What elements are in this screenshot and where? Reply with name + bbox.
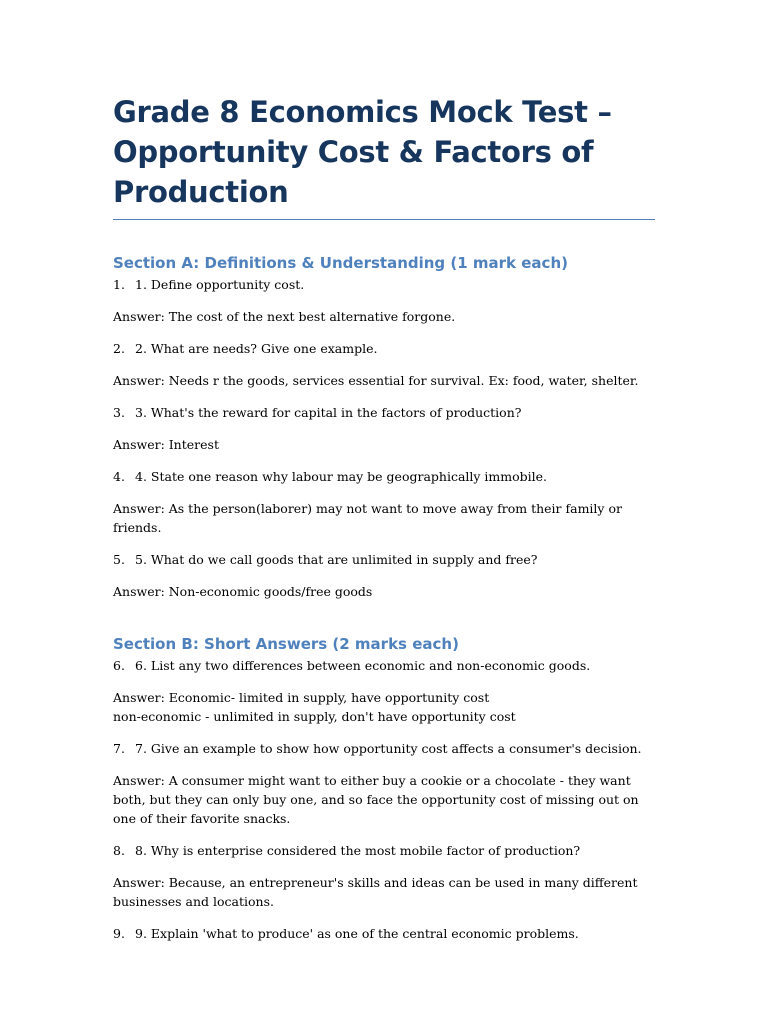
question-item bbox=[113, 275, 655, 326]
question bbox=[113, 339, 655, 358]
answer-text: Answer: Needs r the goods, services essential for survival. Ex: food, water, shelter. bbox=[113, 373, 639, 388]
question-text: 1. Define opportunity cost. bbox=[135, 277, 305, 292]
question-number: 4. bbox=[113, 469, 125, 484]
question-text: 2. What are needs? Give one example. bbox=[135, 341, 378, 356]
question-item bbox=[113, 656, 655, 726]
question bbox=[113, 841, 655, 860]
question bbox=[113, 275, 655, 294]
question-item bbox=[113, 739, 655, 828]
answer-text: Answer: As the person(laborer) may not want to move away from their family or friends. bbox=[113, 501, 622, 535]
answer-text: Answer: Interest bbox=[113, 437, 219, 452]
section-b-heading: Section B: Short Answers (2 marks each) bbox=[113, 635, 459, 653]
question-number: 2. bbox=[113, 341, 125, 356]
question bbox=[113, 739, 655, 758]
question-item bbox=[113, 403, 655, 454]
document-page bbox=[113, 92, 655, 943]
question-item bbox=[113, 841, 655, 911]
answer-text: Answer: Non-economic goods/free goods bbox=[113, 584, 373, 599]
question-text: 9. Explain 'what to produce' as one of the central economic problems. bbox=[135, 926, 579, 941]
question-number: 7. bbox=[113, 741, 125, 756]
answer bbox=[113, 688, 655, 726]
answer bbox=[113, 435, 655, 454]
question-number: 3. bbox=[113, 405, 125, 420]
question-number: 1. bbox=[113, 277, 125, 292]
answer bbox=[113, 771, 655, 828]
question bbox=[113, 403, 655, 422]
answer-text: Answer: Economic- limited in supply, have opportunity cost bbox=[113, 690, 490, 705]
answer-text: Answer: The cost of the next best alternative forgone. bbox=[113, 309, 456, 324]
question-number: 8. bbox=[113, 843, 125, 858]
answer bbox=[113, 499, 655, 537]
question-text: 5. What do we call goods that are unlimited in supply and free? bbox=[135, 552, 538, 567]
question bbox=[113, 550, 655, 569]
answer bbox=[113, 371, 655, 390]
answer bbox=[113, 582, 655, 601]
section-a-list bbox=[113, 275, 655, 601]
question-number: 9. bbox=[113, 926, 125, 941]
document-title: Grade 8 Economics Mock Test – Opportunity Cost & Factors of Production bbox=[113, 92, 655, 220]
question-item bbox=[113, 339, 655, 390]
answer bbox=[113, 307, 655, 326]
section-a-heading: Section A: Definitions & Understanding (1 mark each) bbox=[113, 254, 568, 272]
question-item bbox=[113, 924, 655, 943]
answer bbox=[113, 873, 655, 911]
question-text: 7. Give an example to show how opportunity cost affects a consumer's decision. bbox=[135, 741, 642, 756]
question-text: 6. List any two differences between economic and non-economic goods. bbox=[135, 658, 591, 673]
question-item bbox=[113, 550, 655, 601]
question-text: 3. What's the reward for capital in the factors of production? bbox=[135, 405, 522, 420]
question bbox=[113, 656, 655, 675]
question-text: 8. Why is enterprise considered the most mobile factor of production? bbox=[135, 843, 581, 858]
question bbox=[113, 467, 655, 486]
question-number: 6. bbox=[113, 658, 125, 673]
question-text: 4. State one reason why labour may be geographically immobile. bbox=[135, 469, 548, 484]
answer-text: Answer: Because, an entrepreneur's skills and ideas can be used in many different businesses and locations. bbox=[113, 875, 638, 909]
question-item bbox=[113, 467, 655, 537]
question-number: 5. bbox=[113, 552, 125, 567]
answer-text: Answer: A consumer might want to either buy a cookie or a chocolate - they want both, but they can only buy one, and so face the opportunity cost of missing out on one of their favorite snacks. bbox=[113, 773, 639, 826]
answer-text-continued: non-economic - unlimited in supply, don't have opportunity cost bbox=[113, 709, 516, 724]
section-b-list bbox=[113, 656, 655, 943]
question bbox=[113, 924, 655, 943]
